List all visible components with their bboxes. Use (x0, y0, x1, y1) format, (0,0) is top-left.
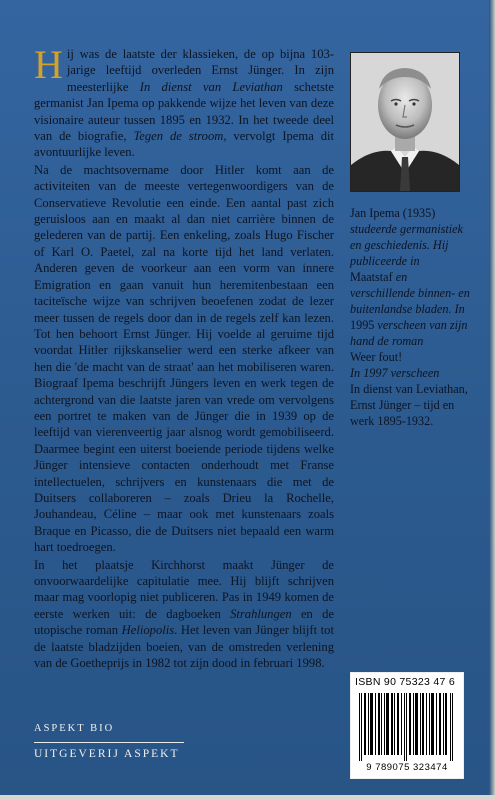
ean-number: 9 789075 323474 (366, 762, 448, 773)
page-edge-bottom (0, 795, 495, 800)
barcode-label (350, 672, 464, 779)
page-edge-right (489, 0, 495, 800)
magazine-maatstaf: Maatstaf (350, 270, 393, 284)
blurb-p3-mid: en de utopische roman (34, 606, 334, 638)
author-portrait (350, 52, 460, 192)
blurb-p3-end: . Het leven van Jünger blijft tot de laatste bladzijden boeien, van de omstreden verlening van de Goetheprijs in 1982 tot zijn dood in februari 1998. (34, 623, 334, 671)
author-bio (350, 205, 472, 429)
publisher-imprint (34, 722, 194, 761)
isbn-text: ISBN 90 75323 47 6 (355, 676, 455, 688)
novel-title: Weer fout! (350, 350, 403, 364)
portrait-illustration (351, 53, 459, 191)
biography-title: In dienst van Leviathan, Ernst Jünger – tijd en werk 1895-1932. (350, 382, 468, 428)
blurb-p1-mid: schetste germanist Jan Ipema op pakkende wijze het leven van deze visionaire auteur tussen 1895 en 1932. In het tweede deel van de biografie, (34, 79, 334, 144)
book-title-leviathan: In dienst van Leviathan (139, 79, 283, 94)
author-name-line: Jan Ipema (1935) (350, 206, 436, 220)
book-title-tegen-de-stroom: Tegen de stroom (133, 129, 224, 144)
bio-line-publications (350, 269, 472, 317)
imprint-divider (34, 742, 184, 743)
blurb-p1-rest: ij was de laatste der klassieken, de op bijna 103-jarige leeftijd overleden Ernst Jünger. In zijn meesterlijke (66, 47, 334, 94)
blurb-p1-end: , vervolgt Ipema dit avontuurlijke leven. (34, 129, 334, 160)
blurb-p3-start: In het plaatsje Kirchhorst maakt Jünger de onvoorwaardelijke capitulatie mee. Hij blijft schrijven maar mag voorlopig niet publiceren. Pas in 1949 komen de eerste werken uit: de dagboeken (34, 557, 334, 621)
blurb-text (34, 42, 334, 671)
bio-line-novel (350, 317, 472, 349)
bio-line-1997: In 1997 verscheen (350, 366, 440, 380)
blurb-paragraph-2: Na de machtsovername door Hitler komt aan de activiteiten van de meeste vertegenwoordigers van de Conservatieve Revolutie een einde. Een aantal past zich geruisloos aan en maakt al dan niet carrière binnen de gelederen van de partij. Een enkeling, zoals Hugo Fischer of Karl O. Paetel, zal na korte tijd het land verlaten. Anderen geven de voorkeur aan een vorm van innere Emigration en gaan vanuit hun heremitenbestaan een taciteïsche wijze van schrijven beoefenen zodat de lezer meer tussen de regels door dan in de regels zelf kan lezen. Tot hen behoort Ernst Jünger. Hij voelde al geruime tijd voordat Hitler rijkskanselier werd een sterke afkeer van hen die 'de macht van de straat' aan het mobiliseren waren. Biograaf Ipema beschrijft Jüngers leven en werk tegen de achtergrond van die laatste jaren van vrede om vervolgens een portret te maken van de Jünger die in 1939 op de leeftijd van vierenveertig jaar alsnog wordt gemobiliseerd. Daarmee begint een uiterst boeiende periode tijdens welke Jünger intensieve contacten onderhoudt met Franse intellectuelen, schrijvers en kunstenaars die met de Duitsers collaboreren – zoals Drieu la Rochelle, Jouhandeau, Céline – maar ook met kunstenaars zoals Braque en Picasso, die de Duitsers niet bepaald een warm hart toedroegen. (34, 162, 334, 555)
blurb-paragraph-3 (34, 557, 334, 672)
year-1995: 1995 (350, 318, 375, 332)
bio-line-study: studeerde germanistiek en geschiedenis. Hij publiceerde in (350, 222, 463, 268)
publisher-name: UITGEVERIJ ASPEKT (34, 748, 180, 760)
book-title-strahlungen: Strahlungen (230, 606, 292, 621)
blurb-paragraph-1 (34, 42, 334, 161)
book-title-heliopolis: Heliopolis (121, 623, 175, 638)
bio-novel-rest: verscheen van zijn hand de roman (350, 318, 468, 348)
series-name: ASPEKT BIO (34, 723, 115, 734)
drop-cap: H (34, 42, 63, 87)
barcode-icon (359, 693, 455, 761)
bio-publications-rest: en verschillende binnen- en buitenlandse bladen. In (350, 270, 470, 316)
